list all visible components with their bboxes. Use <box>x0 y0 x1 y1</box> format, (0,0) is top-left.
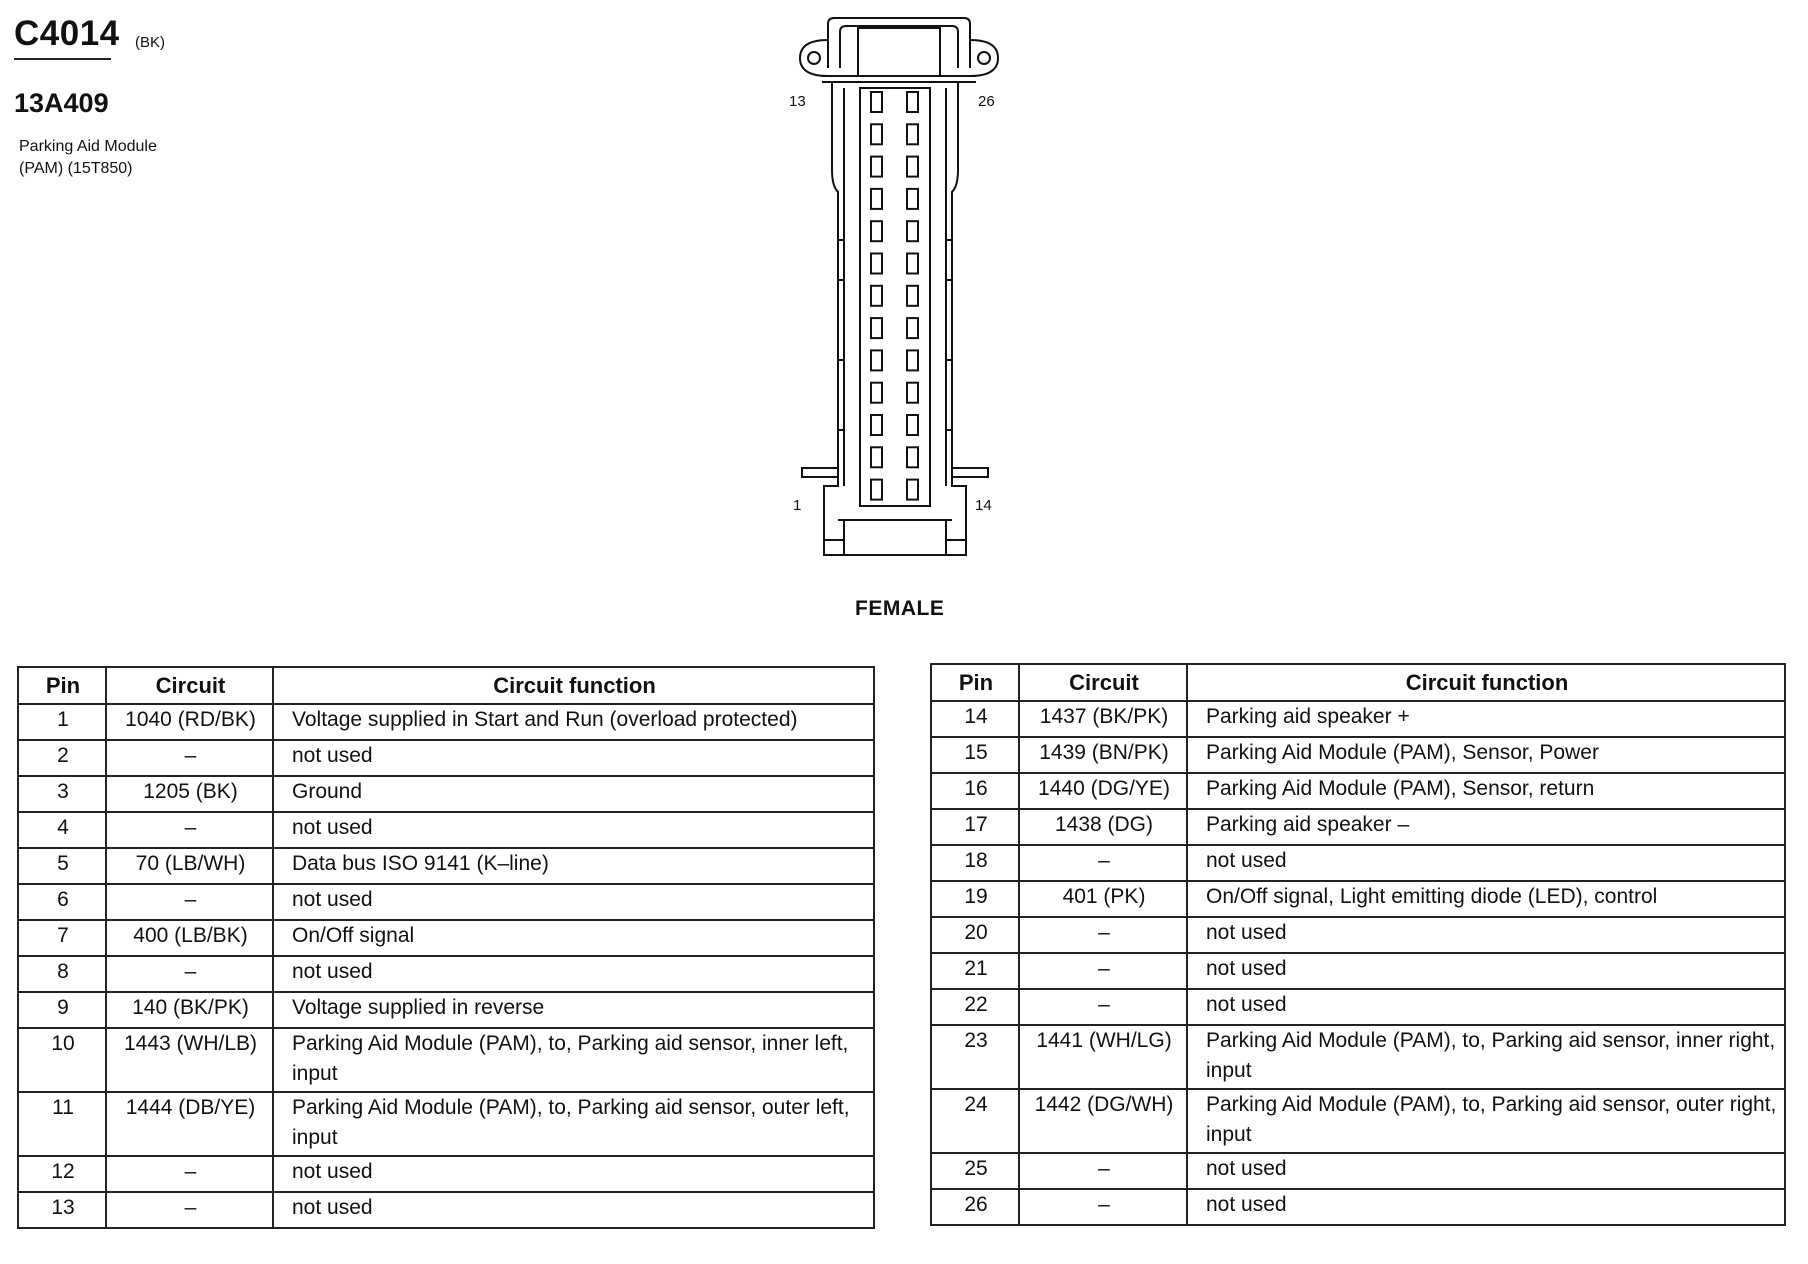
pin-cavity <box>907 480 918 500</box>
pin-cavity-grid <box>871 92 918 500</box>
header-pin: Pin <box>931 664 1019 701</box>
table-row <box>18 776 874 812</box>
pin-number-cell: 8 <box>18 956 106 992</box>
pin-cavity <box>907 221 918 241</box>
pin-number-cell: 2 <box>18 740 106 776</box>
circuit-function-cell: Parking Aid Module (PAM), Sensor, Power <box>1187 737 1785 773</box>
table-row <box>931 809 1785 845</box>
circuit-cell: 1437 (BK/PK) <box>1019 701 1187 737</box>
circuit-function-cell: Ground <box>273 776 874 812</box>
circuit-function-cell: Parking Aid Module (PAM), Sensor, return <box>1187 773 1785 809</box>
pin-number-cell: 13 <box>18 1192 106 1228</box>
pin-number-cell: 12 <box>18 1156 106 1192</box>
circuit-function-cell: not used <box>273 1156 874 1192</box>
circuit-function-cell: Parking Aid Module (PAM), to, Parking aid sensor, outer right, input <box>1187 1089 1785 1153</box>
header-circuit-function: Circuit function <box>1187 664 1785 701</box>
table-row <box>931 1089 1785 1153</box>
pin-cavity <box>871 254 882 274</box>
pin-cavity <box>871 124 882 144</box>
pin-number-cell: 4 <box>18 812 106 848</box>
connector-id: C4014 <box>14 14 120 53</box>
pin-label-26: 26 <box>978 93 995 110</box>
header-circuit-function: Circuit function <box>273 667 874 704</box>
pin-number-cell: 25 <box>931 1153 1019 1189</box>
circuit-cell: – <box>106 812 273 848</box>
pin-cavity <box>871 286 882 306</box>
circuit-cell: – <box>1019 845 1187 881</box>
pin-number-cell: 1 <box>18 704 106 740</box>
pin-number-cell: 23 <box>931 1025 1019 1089</box>
pin-label-14: 14 <box>975 497 992 514</box>
pin-number-cell: 18 <box>931 845 1019 881</box>
circuit-function-cell: not used <box>273 956 874 992</box>
connector-gender: FEMALE <box>855 597 945 620</box>
pin-number-cell: 5 <box>18 848 106 884</box>
pin-cavity <box>907 318 918 338</box>
pin-number-cell: 24 <box>931 1089 1019 1153</box>
pin-cavity <box>871 350 882 370</box>
pin-cavity <box>871 480 882 500</box>
circuit-function-cell: not used <box>1187 845 1785 881</box>
circuit-function-cell: not used <box>1187 1189 1785 1225</box>
table-row <box>931 953 1785 989</box>
pin-cavity <box>871 92 882 112</box>
pin-cavity <box>907 286 918 306</box>
pin-number-cell: 6 <box>18 884 106 920</box>
pin-table-right <box>930 663 1786 1226</box>
pin-number-cell: 14 <box>931 701 1019 737</box>
pin-cavity <box>871 157 882 177</box>
pin-number-cell: 20 <box>931 917 1019 953</box>
pin-cavity <box>871 447 882 467</box>
header-pin: Pin <box>18 667 106 704</box>
circuit-cell: 1440 (DG/YE) <box>1019 773 1187 809</box>
pin-cavity <box>907 350 918 370</box>
circuit-function-cell: Parking Aid Module (PAM), to, Parking aid sensor, inner right, input <box>1187 1025 1785 1089</box>
table-row <box>18 1192 874 1228</box>
table-header-row <box>18 667 874 704</box>
pin-number-cell: 3 <box>18 776 106 812</box>
table-row <box>18 884 874 920</box>
circuit-function-cell: not used <box>273 812 874 848</box>
circuit-function-cell: not used <box>273 884 874 920</box>
circuit-cell: 1040 (RD/BK) <box>106 704 273 740</box>
part-number: 13A409 <box>14 88 109 118</box>
circuit-function-cell: not used <box>1187 953 1785 989</box>
table-row <box>18 956 874 992</box>
pin-cavity <box>907 92 918 112</box>
circuit-cell: – <box>1019 1189 1187 1225</box>
pin-cavity <box>907 254 918 274</box>
pin-table-left <box>17 666 875 1229</box>
header-circuit: Circuit <box>106 667 273 704</box>
pin-number-cell: 11 <box>18 1092 106 1156</box>
table-row <box>18 1156 874 1192</box>
circuit-function-cell: not used <box>1187 1153 1785 1189</box>
circuit-function-cell: Parking Aid Module (PAM), to, Parking aid sensor, inner left, input <box>273 1028 874 1092</box>
circuit-function-cell: Data bus ISO 9141 (K–line) <box>273 848 874 884</box>
pin-number-cell: 7 <box>18 920 106 956</box>
table-row <box>931 1189 1785 1225</box>
table-row <box>931 773 1785 809</box>
table-row <box>931 881 1785 917</box>
table-row <box>931 845 1785 881</box>
circuit-function-cell: On/Off signal <box>273 920 874 956</box>
circuit-cell: – <box>106 956 273 992</box>
pin-cavity <box>907 189 918 209</box>
circuit-cell: – <box>106 884 273 920</box>
circuit-function-cell: Parking aid speaker + <box>1187 701 1785 737</box>
table-row <box>18 992 874 1028</box>
circuit-cell: 1442 (DG/WH) <box>1019 1089 1187 1153</box>
circuit-cell: 400 (LB/BK) <box>106 920 273 956</box>
table-row <box>18 1092 874 1156</box>
header-circuit: Circuit <box>1019 664 1187 701</box>
pin-number-cell: 26 <box>931 1189 1019 1225</box>
circuit-cell: 1205 (BK) <box>106 776 273 812</box>
pin-number-cell: 17 <box>931 809 1019 845</box>
table-row <box>931 989 1785 1025</box>
table-row <box>18 920 874 956</box>
circuit-cell: – <box>1019 989 1187 1025</box>
pin-number-cell: 16 <box>931 773 1019 809</box>
circuit-function-cell: not used <box>273 1192 874 1228</box>
table-row <box>931 917 1785 953</box>
pin-label-13: 13 <box>789 93 806 110</box>
circuit-cell: 1438 (DG) <box>1019 809 1187 845</box>
circuit-cell: – <box>1019 1153 1187 1189</box>
pin-cavity <box>907 447 918 467</box>
circuit-function-cell: Voltage supplied in reverse <box>273 992 874 1028</box>
pin-label-1: 1 <box>793 497 802 514</box>
circuit-function-cell: not used <box>273 740 874 776</box>
circuit-cell: 140 (BK/PK) <box>106 992 273 1028</box>
connector-description-sub: (PAM) (15T850) <box>19 160 133 177</box>
pin-cavity <box>907 157 918 177</box>
circuit-function-cell: Parking Aid Module (PAM), to, Parking aid sensor, outer left, input <box>273 1092 874 1156</box>
table-row <box>18 812 874 848</box>
pin-number-cell: 15 <box>931 737 1019 773</box>
circuit-function-cell: Parking aid speaker – <box>1187 809 1785 845</box>
circuit-cell: – <box>106 1156 273 1192</box>
circuit-cell: 1443 (WH/LB) <box>106 1028 273 1092</box>
circuit-cell: – <box>1019 917 1187 953</box>
table-row <box>18 704 874 740</box>
pin-number-cell: 19 <box>931 881 1019 917</box>
circuit-cell: – <box>106 1192 273 1228</box>
circuit-cell: – <box>106 740 273 776</box>
pin-number-cell: 21 <box>931 953 1019 989</box>
circuit-function-cell: not used <box>1187 917 1785 953</box>
table-row <box>18 848 874 884</box>
table-row <box>931 1153 1785 1189</box>
pin-cavity <box>907 124 918 144</box>
pin-cavity <box>907 415 918 435</box>
connector-color: (BK) <box>135 34 165 51</box>
table-header-row <box>931 664 1785 701</box>
circuit-function-cell: On/Off signal, Light emitting diode (LED), control <box>1187 881 1785 917</box>
connector-description: Parking Aid Module <box>19 138 157 155</box>
pin-cavity <box>907 383 918 403</box>
circuit-cell: 401 (PK) <box>1019 881 1187 917</box>
circuit-cell: – <box>1019 953 1187 989</box>
table-row <box>931 1025 1785 1089</box>
circuit-cell: 1444 (DB/YE) <box>106 1092 273 1156</box>
connector-id-underline <box>14 58 111 60</box>
pin-cavity <box>871 318 882 338</box>
table-row <box>18 1028 874 1092</box>
circuit-function-cell: Voltage supplied in Start and Run (overload protected) <box>273 704 874 740</box>
table-row <box>931 701 1785 737</box>
table-row <box>18 740 874 776</box>
connector-housing-outline <box>800 18 998 555</box>
pin-number-cell: 10 <box>18 1028 106 1092</box>
circuit-cell: 1441 (WH/LG) <box>1019 1025 1187 1089</box>
pin-number-cell: 9 <box>18 992 106 1028</box>
pin-number-cell: 22 <box>931 989 1019 1025</box>
pin-cavity <box>871 415 882 435</box>
circuit-cell: 70 (LB/WH) <box>106 848 273 884</box>
pin-cavity <box>871 383 882 403</box>
circuit-cell: 1439 (BN/PK) <box>1019 737 1187 773</box>
pin-cavity <box>871 189 882 209</box>
circuit-function-cell: not used <box>1187 989 1785 1025</box>
table-row <box>931 737 1785 773</box>
pin-cavity <box>871 221 882 241</box>
